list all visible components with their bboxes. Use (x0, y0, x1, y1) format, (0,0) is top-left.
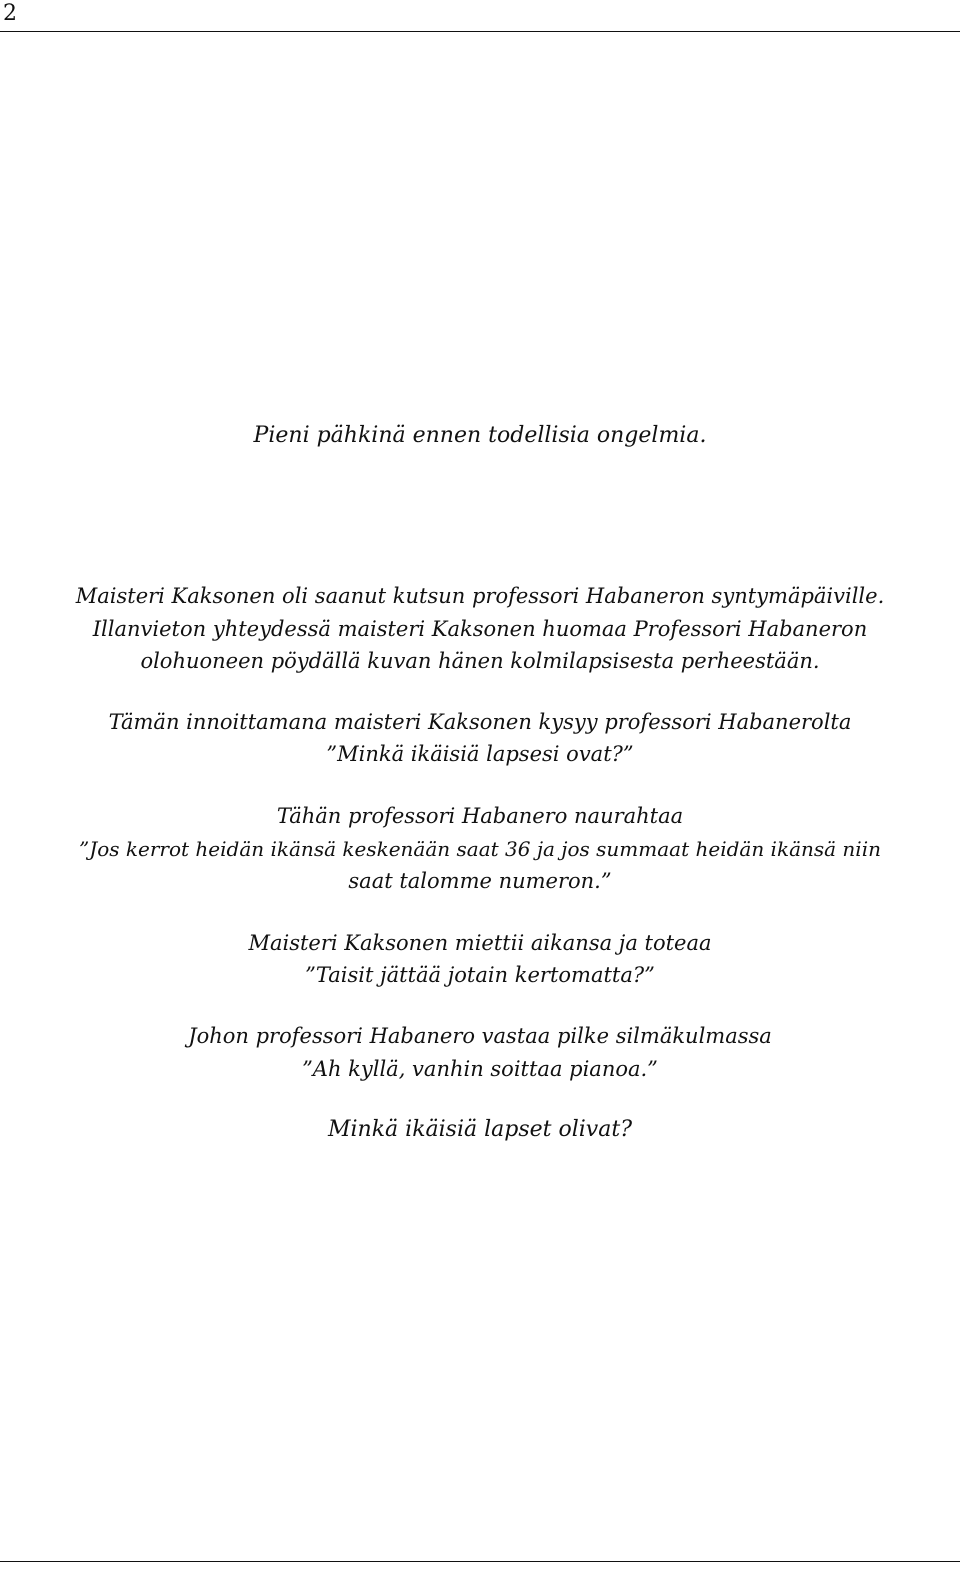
text-line: Tähän professori Habanero naurahtaa (276, 804, 684, 828)
header-rule (0, 31, 960, 32)
text-line: olohuoneen pöydällä kuvan hänen kolmilapsisesta perheestään. (140, 649, 820, 673)
text-line: ”Minkä ikäisiä lapsesi ovat?” (326, 742, 634, 766)
text-line: Illanvieton yhteydessä maisteri Kaksonen huomaa Professori Habaneron (92, 617, 868, 641)
page-number: 2 (3, 1, 17, 26)
footer-rule (0, 1561, 960, 1562)
text-line: Maisteri Kaksonen oli saanut kutsun professori Habaneron syntymäpäiville. (75, 584, 885, 608)
puzzle-heading: Pieni pähkinä ennen todellisia ongelmia. (253, 423, 707, 448)
text-line: ”Jos kerrot heidän ikänsä keskenään saat 36 ja jos summaat heidän ikänsä niin (79, 837, 881, 861)
final-question: Minkä ikäisiä lapset olivat? (327, 1117, 632, 1142)
text-line: Johon professori Habanero vastaa pilke silmäkulmassa (188, 1024, 772, 1048)
text-line: ”Taisit jättää jotain kertomatta?” (305, 963, 655, 987)
text-line: saat talomme numeron.” (348, 869, 612, 893)
text-line: Tämän innoittamana maisteri Kaksonen kysyy professori Habanerolta (108, 710, 852, 734)
text-line: Maisteri Kaksonen miettii aikansa ja toteaa (248, 931, 712, 955)
text-line: ”Ah kyllä, vanhin soittaa pianoa.” (302, 1057, 658, 1081)
